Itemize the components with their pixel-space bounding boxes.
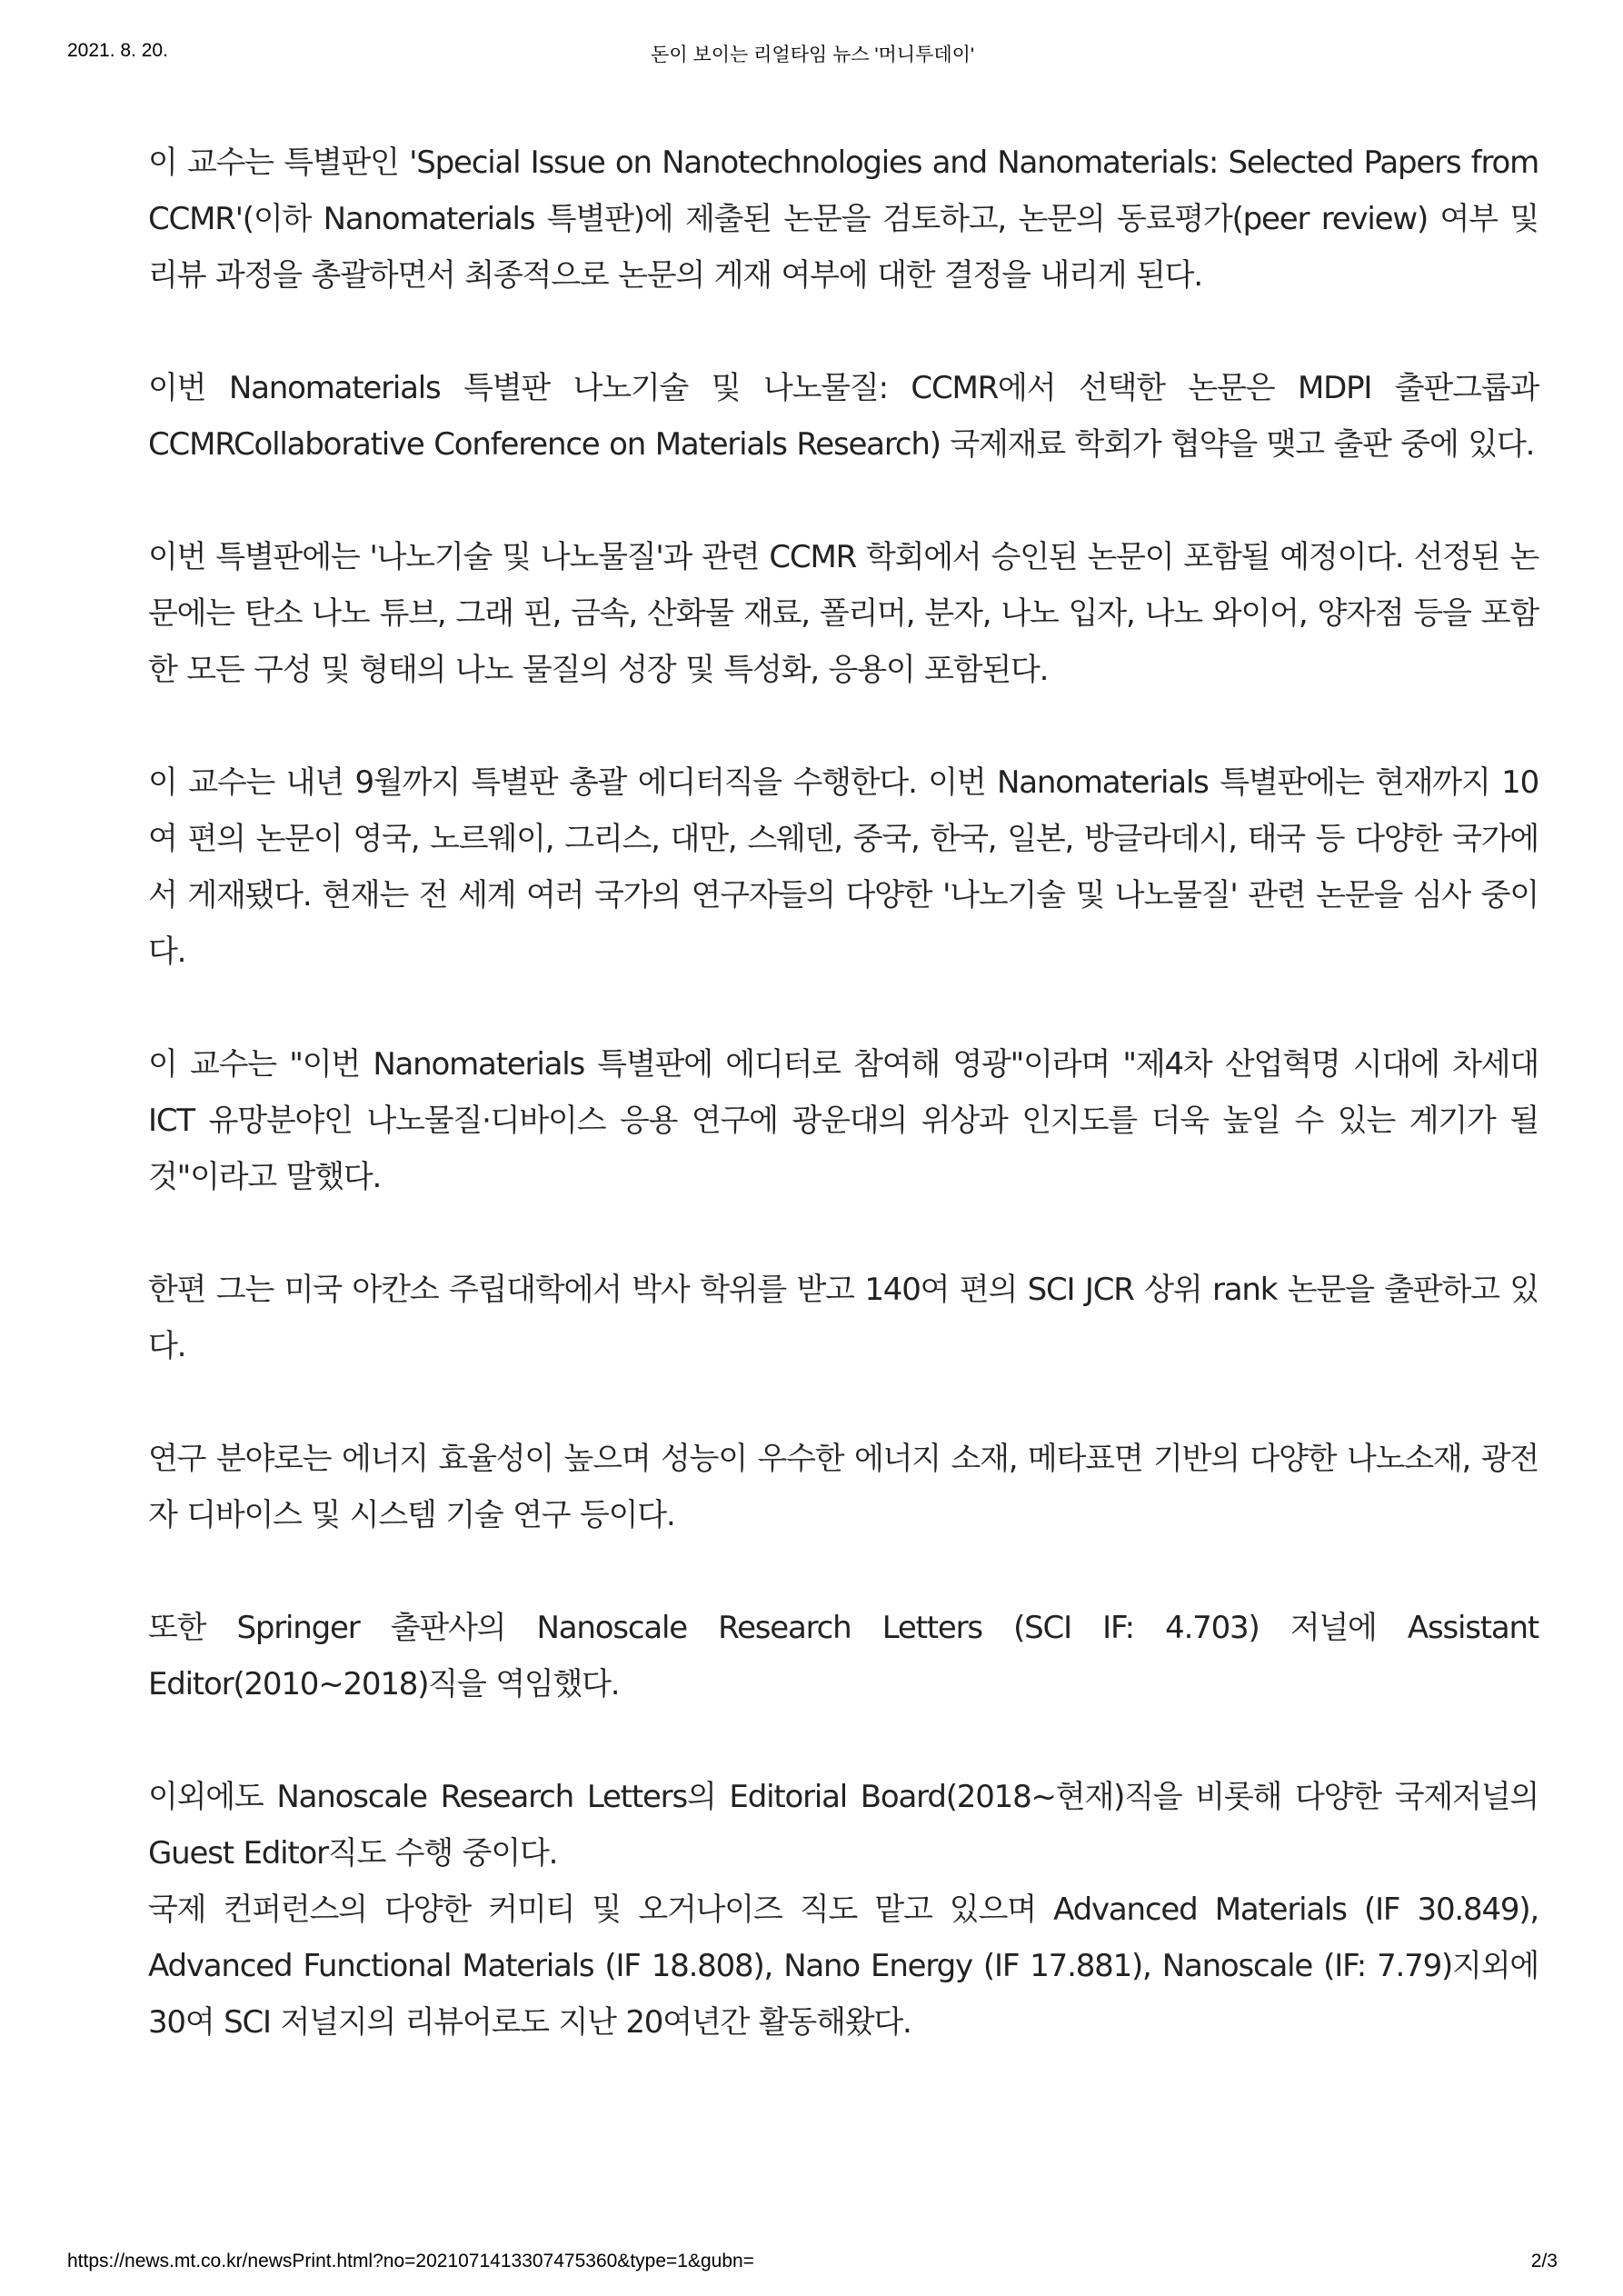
page-number: 2/3 bbox=[1530, 2251, 1558, 2271]
article-paragraph: 연구 분야로는 에너지 효율성이 높으며 성능이 우수한 에너지 소재, 메타표면 기반의 다양한 나노소재, 광전자 디바이스 및 시스템 기술 연구 등이다. bbox=[148, 1441, 1538, 1533]
print-footer bbox=[67, 2251, 1558, 2280]
article-paragraph: 이번 특별판에는 '나노기술 및 나노물질'과 관련 CCMR 학회에서 승인된 논문이 포함될 예정이다. 선정된 논문에는 탄소 나노 튜브, 그래 핀, 금속, 산화물 재료, 폴리머, 분자, 나노 입자, 나노 와이어, 양자점 등을 포함한 모든 구성 및 형태의 나노 물질의 성장 및 특성화, 응용이 포함된다. bbox=[148, 539, 1538, 688]
source-url: https://news.mt.co.kr/newsPrint.html?no=2021071413307475360&type=1&gubn= bbox=[67, 2251, 754, 2271]
print-date: 2021. 8. 20. bbox=[67, 40, 168, 61]
article-body bbox=[148, 135, 1538, 2107]
article-paragraph: 이외에도 Nanoscale Research Letters의 Editorial Board(2018~현재)직을 비롯해 다양한 국제저널의 Guest Editor직도 수행 중이다. bbox=[148, 1779, 1538, 1872]
article-paragraph: 이 교수는 특별판인 'Special Issue on Nanotechnologies and Nanomaterials: Selected Papers from CCMR'(이하 Nanomaterials 특별판)에 제출된 논문을 검토하고, 논문의 동료평가(peer review) 여부 및 리뷰 과정을 총괄하면서 최종적으로 논문의 게재 여부에 대한 결정을 내리게 된다. bbox=[148, 145, 1538, 294]
article-paragraph: 이 교수는 내년 9월까지 특별판 총괄 에디터직을 수행한다. 이번 Nanomaterials 특별판에는 현재까지 10여 편의 논문이 영국, 노르웨이, 그리스, 대만, 스웨덴, 중국, 한국, 일본, 방글라데시, 태국 등 다양한 국가에서 게재됐다. 현재는 전 세계 여러 국가의 연구자들의 다양한 '나노기술 및 나노물질' 관련 논문을 심사 중이다. bbox=[148, 764, 1538, 970]
article-paragraph: 또한 Springer 출판사의 Nanoscale Research Letters (SCI IF: 4.703) 저널에 Assistant Editor(2010~2018)직을 역임했다. bbox=[148, 1610, 1538, 1702]
article-paragraph: 국제 컨퍼런스의 다양한 커미티 및 오거나이즈 직도 맡고 있으며 Advanced Materials (IF 30.849), Advanced Functional Materials (IF 18.808), Nano Energy (IF 17.881), Nanoscale (IF: 7.79)지외에 30여 SCI 저널지의 리뷰어로도 지난 20여년간 활동해왔다. bbox=[148, 1892, 1538, 2041]
article-paragraph: 이번 Nanomaterials 특별판 나노기술 및 나노물질: CCMR에서 선택한 논문은 MDPI 출판그룹과 CCMRCollaborative Conference on Materials Research) 국제재료 학회가 협약을 맺고 출판 중에 있다. bbox=[148, 370, 1538, 463]
page-title: 돈이 보이는 리얼타임 뉴스 '머니투데이' bbox=[651, 45, 974, 65]
print-header bbox=[67, 40, 1558, 69]
article-paragraph: 한편 그는 미국 아칸소 주립대학에서 박사 학위를 받고 140여 편의 SCI JCR 상위 rank 논문을 출판하고 있다. bbox=[148, 1272, 1538, 1364]
article-paragraph: 이 교수는 "이번 Nanomaterials 특별판에 에디터로 참여해 영광"이라며 "제4차 산업혁명 시대에 차세대 ICT 유망분야인 나노물질·디바이스 응용 연구에 광운대의 위상과 인지도를 더욱 높일 수 있는 계기가 될 것"이라고 말했다. bbox=[148, 1046, 1538, 1195]
